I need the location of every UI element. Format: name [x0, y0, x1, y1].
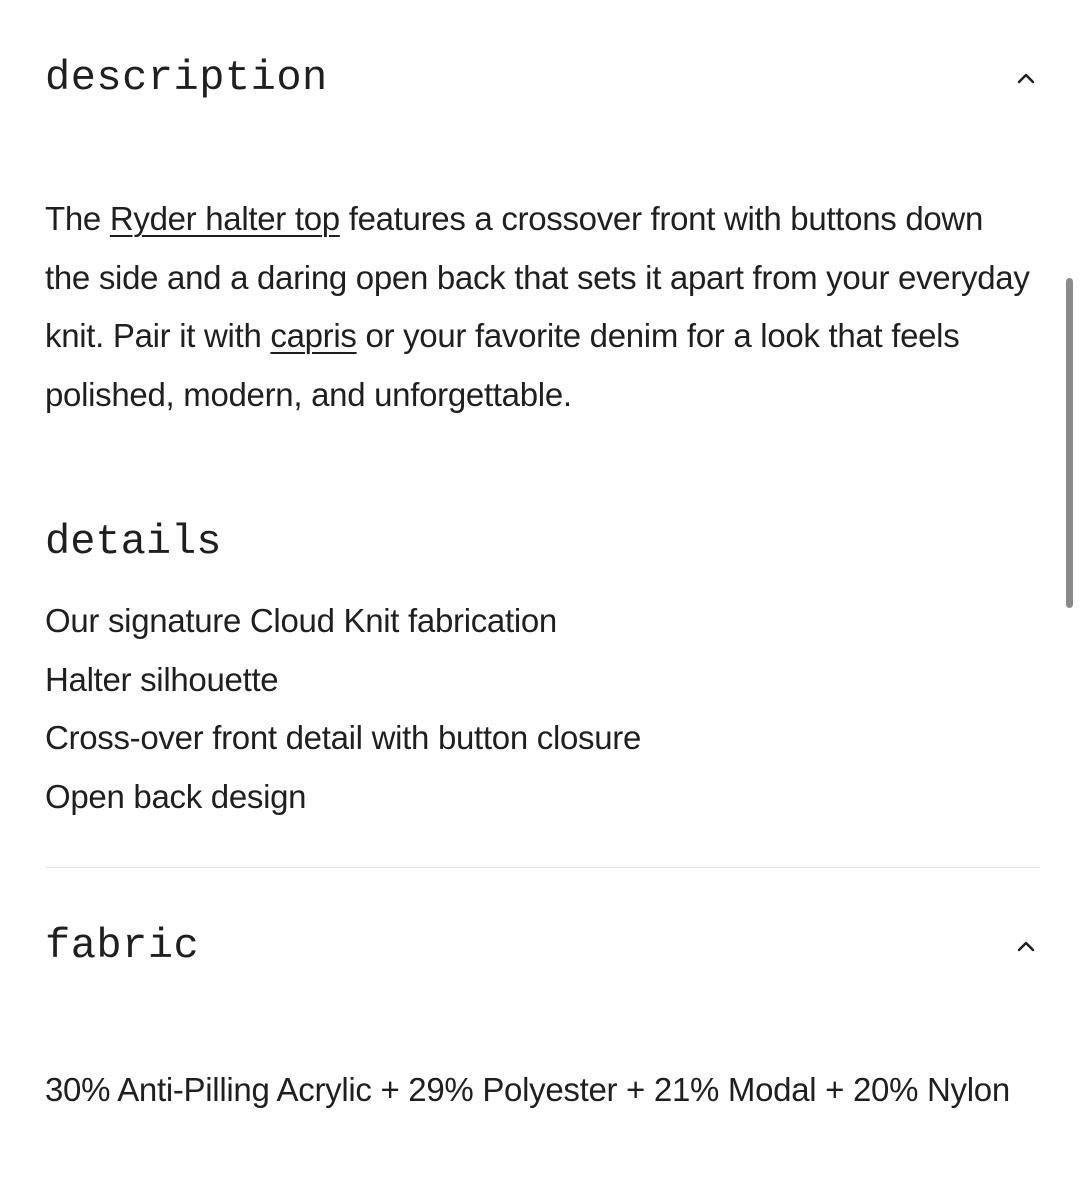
- fabric-title: fabric: [45, 922, 200, 970]
- details-list-item: Open back design: [45, 777, 307, 815]
- details-list-item: Our signature Cloud Knit fabrication: [45, 602, 557, 639]
- ryder-halter-top-link[interactable]: Ryder halter top: [109, 200, 340, 237]
- fabric-composition-text: 30% Anti-Pilling Acrylic + 29% Polyester + 21% Modal + 20% Nylon: [45, 1071, 1010, 1108]
- description-text-part: or your favorite denim for a look that feels polished, modern, and unforgettable.: [45, 317, 960, 413]
- description-title: description: [45, 54, 328, 102]
- description-text-part: The: [45, 200, 110, 237]
- description-accordion-header[interactable]: [45, 50, 1040, 106]
- chevron-up-icon[interactable]: [1012, 64, 1040, 92]
- details-list-item: Halter silhouette: [45, 660, 279, 698]
- details-list-item: Cross-over front detail with button closure: [45, 719, 642, 756]
- details-list: [45, 592, 641, 826]
- chevron-up-icon[interactable]: [1012, 932, 1040, 960]
- capris-link[interactable]: capris: [270, 317, 357, 354]
- description-text: [45, 190, 1035, 424]
- section-divider: [45, 867, 1040, 868]
- fabric-accordion-header[interactable]: [45, 918, 1040, 974]
- scrollbar-thumb[interactable]: [1066, 278, 1073, 608]
- details-title: details: [45, 518, 222, 566]
- description-text-part: features a crossover front with buttons down the side and a daring open back that sets it apart from your everyday knit. Pair it with: [45, 200, 1030, 354]
